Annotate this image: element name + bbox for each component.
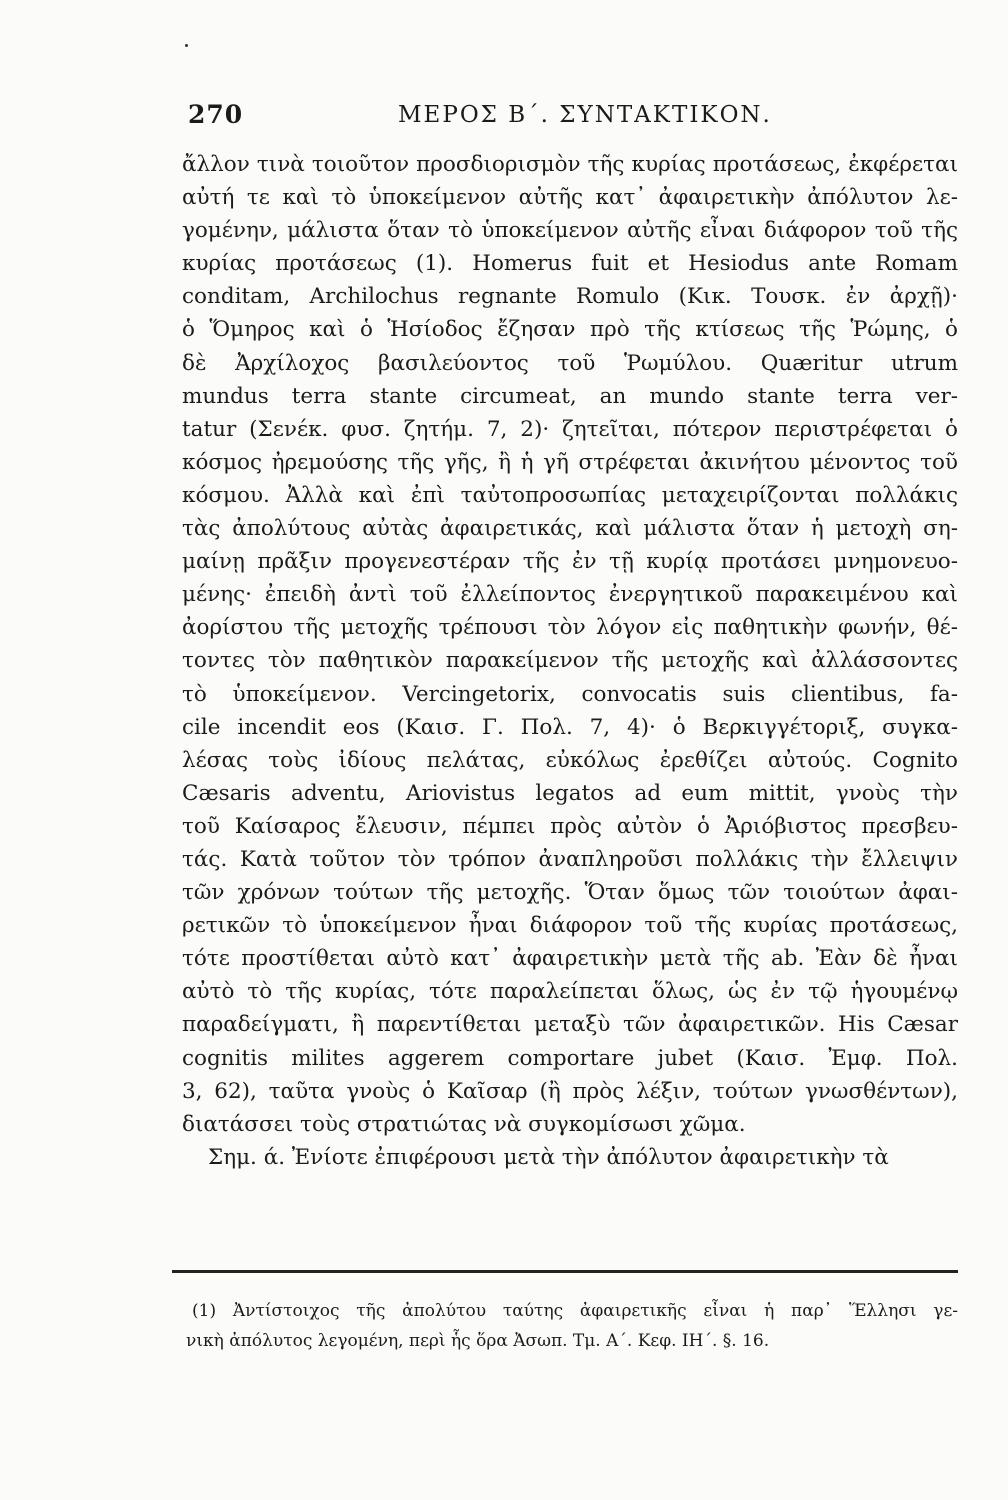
text-line: τῶν χρόνων τούτων τῆς μετοχῆς. Ὅταν ὅμως τῶν τοιούτων ἀφαι- — [182, 880, 958, 906]
page-speck — [185, 44, 188, 47]
text-line: tatur (Σενέκ. φυσ. ζητήμ. 7, 2)· ζητεῖται, πότερον περιστρέφεται ὁ — [182, 416, 958, 442]
text-line: 3, 62), ταῦτα γνοὺς ὁ Καῖσαρ (ἢ πρὸς λέξιν, τούτων γνωσθέντων), — [182, 1078, 958, 1104]
text-line: δὲ Ἀρχίλοχος βασιλεύοντος τοῦ Ῥωμύλου. Quæritur utrum — [182, 350, 958, 376]
text-line: κόσμου. Ἀλλὰ καὶ ἐπὶ ταὐτοπροσωπίας μεταχειρίζονται πολλάκις — [182, 482, 958, 508]
text-line: κυρίας προτάσεως (1). Homerus fuit et Hesiodus ante Romam — [182, 251, 958, 277]
text-line: παραδείγματι, ἢ παρεντίθεται μεταξὺ τῶν ἀφαιρετικῶν. His Cæsar — [182, 1012, 958, 1038]
text-line: mundus terra stante circumeat, an mundo stante terra ver- — [182, 383, 958, 409]
body-text — [182, 148, 958, 1174]
footnote-line: νικὴ ἀπόλυτος λεγομένη, περὶ ἧς ὅρα Ἀσωπ. Τμ. Α΄. Κεφ. ΙΗ΄. §. 16. — [186, 1331, 770, 1351]
text-line: ἀορίστου τῆς μετοχῆς τρέπουσι τὸν λόγον εἰς παθητικὴν φωνήν, θέ- — [182, 615, 958, 641]
text-line: cile incendit eos (Καισ. Γ. Πολ. 7, 4)· ὁ Βερκιγγέτοριξ, συγκα- — [182, 714, 958, 740]
text-line: διατάσσει τοὺς στρατιώτας νὰ συγκομίσωσι χῶμα. — [182, 1111, 746, 1137]
text-line: τὰς ἀπολύτους αὐτὰς ἀφαιρετικάς, καὶ μάλιστα ὅταν ἡ μετοχὴ ση- — [182, 516, 958, 542]
text-line: τότε προστίθεται αὐτὸ κατ᾽ ἀφαιρετικὴν μετὰ τῆς ab. Ἐὰν δὲ ἦναι — [182, 946, 958, 972]
footnote-line: (1) Ἀντίστοιχος τῆς ἀπολύτου ταύτης ἀφαιρετικῆς εἶναι ἡ παρ᾽ Ἕλλησι γε- — [192, 1301, 958, 1321]
text-line: τοντες τὸν παθητικὸν παρακείμενον τῆς μετοχῆς καὶ ἀλλάσσοντες — [182, 648, 958, 674]
text-line: ρετικῶν τὸ ὑποκείμενον ἦναι διάφορον τοῦ τῆς κυρίας προτάσεως, — [182, 913, 958, 939]
running-head: ΜΕΡΟΣ Β΄. ΣΥΝΤΑΚΤΙΚΟΝ. — [398, 102, 772, 128]
page-number: 270 — [188, 100, 244, 129]
text-line: τὸ ὑποκείμενον. Vercingetorix, convocatis suis clientibus, fa- — [182, 681, 958, 707]
text-line: ἄλλον τινὰ τοιοῦτον προσδιορισμὸν τῆς κυρίας προτάσεως, ἐκφέρεται — [182, 152, 958, 177]
text-line: κόσμος ἠρεμούσης τῆς γῆς, ἢ ἡ γῆ στρέφεται ἀκινήτου μένοντος τοῦ — [182, 449, 958, 475]
footnote-rule — [172, 1270, 958, 1273]
text-line: Cæsaris adventu, Ariovistus legatos ad eum mittit, γνοὺς τὴν — [182, 780, 958, 806]
text-line: λέσας τοὺς ἰδίους πελάτας, εὐκόλως ἐρεθίζει αὐτούς. Cognito — [182, 747, 958, 773]
text-line: conditam, Archilochus regnante Romulo (Κικ. Τουσκ. ἐν ἀρχῇ)· — [182, 284, 958, 310]
text-line: μένης· ἐπειδὴ ἀντὶ τοῦ ἐλλείποντος ἐνεργητικοῦ παρακειμένου καὶ — [182, 582, 958, 608]
text-line: μαίνῃ πρᾶξιν προγενεστέραν τῆς ἐν τῇ κυρίᾳ προτάσει μνημονευο- — [182, 549, 958, 575]
text-line: ὁ Ὅμηρος καὶ ὁ Ἡσίοδος ἔζησαν πρὸ τῆς κτίσεως τῆς Ῥώμης, ὁ — [182, 317, 958, 343]
text-line: τοῦ Καίσαρος ἔλευσιν, πέμπει πρὸς αὐτὸν ὁ Ἀριόβιστος πρεσβευ- — [182, 813, 958, 839]
footnotes — [186, 1296, 958, 1356]
note-paragraph-line: Σημ. ά. Ἐνίοτε ἐπιφέρουσι μετὰ τὴν ἀπόλυτον ἀφαιρετικὴν τὰ — [208, 1144, 889, 1170]
text-line: αὐτὸ τὸ τῆς κυρίας, τότε παραλείπεται ὅλως, ὡς ἐν τῷ ἡγουμένῳ — [182, 979, 958, 1005]
text-line: cognitis milites aggerem comportare jubet (Καισ. Ἐμφ. Πολ. — [182, 1045, 958, 1071]
text-line: αὐτή τε καὶ τὸ ὑποκείμενον αὐτῆς κατ᾽ ἀφαιρετικὴν ἀπόλυτον λε- — [182, 185, 958, 211]
page-header — [188, 100, 958, 136]
text-line: τάς. Κατὰ τοῦτον τὸν τρόπον ἀναπληροῦσι πολλάκις τὴν ἔλλειψιν — [182, 846, 958, 872]
text-line: γομένην, μάλιστα ὅταν τὸ ὑποκείμενον αὐτῆς εἶναι διάφορον τοῦ τῆς — [182, 218, 958, 244]
